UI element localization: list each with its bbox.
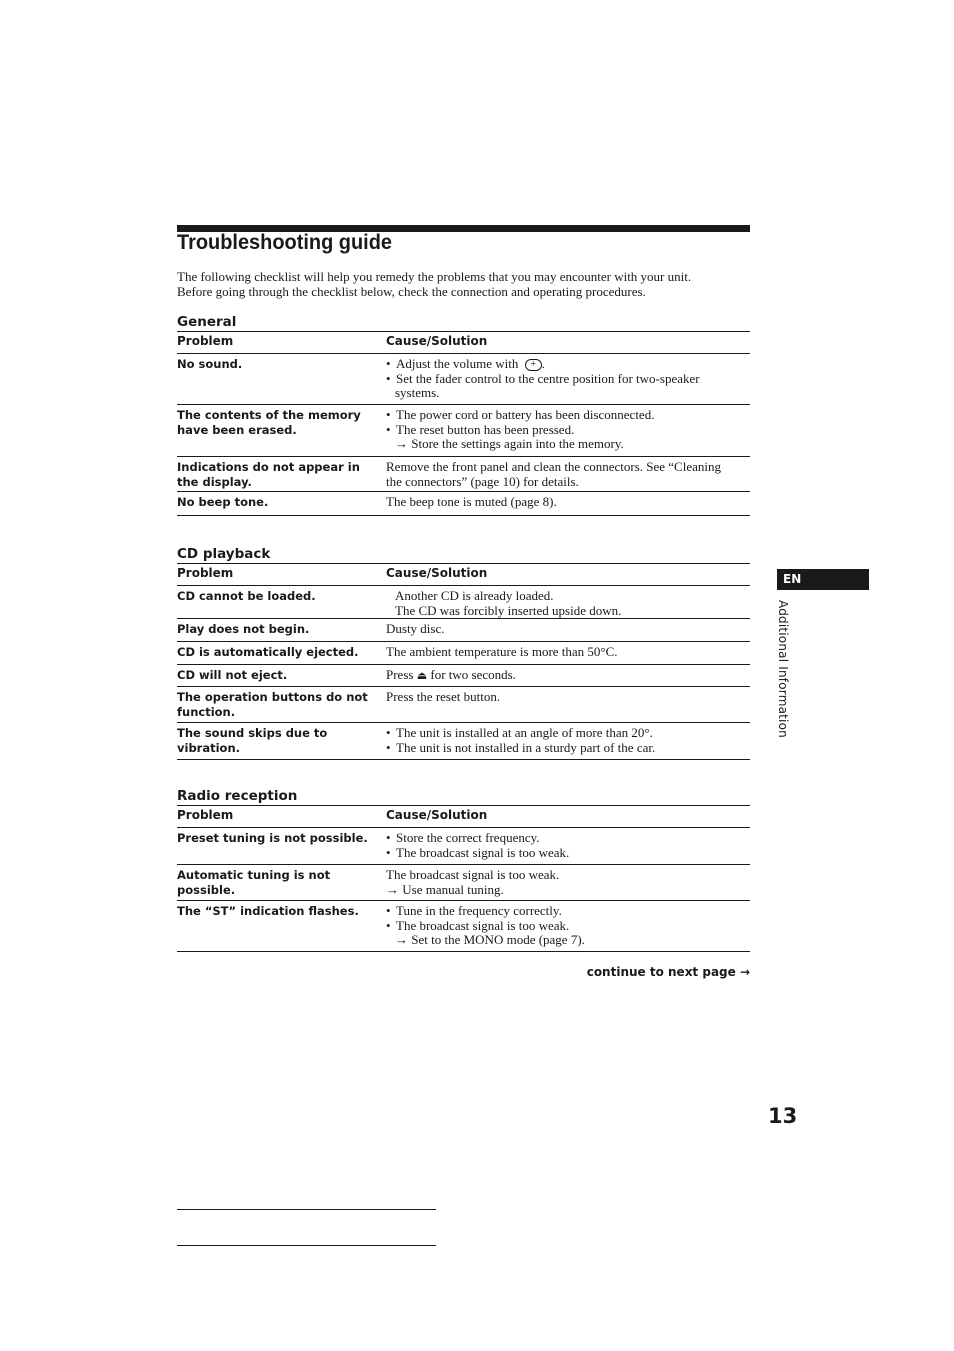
table-row (177, 619, 750, 642)
solution-text: Dusty disc. (386, 621, 445, 636)
solution-line (386, 622, 750, 637)
problem-cell: Preset tuning is not possible. (177, 828, 386, 865)
solution-text: The broadcast signal is too weak. (396, 917, 570, 933)
solution-cell (386, 457, 750, 492)
bullet: • (386, 830, 391, 845)
solution-cell (386, 405, 750, 457)
intro-line-2: Before going through the checklist below, check the connection and operating procedures. (177, 283, 646, 299)
solution-cell (386, 723, 750, 760)
solution-cell (386, 354, 750, 405)
side-section-label: Additional Information (776, 600, 790, 738)
problem-cell: The contents of the memory have been erased. (177, 405, 386, 457)
solution-cell (386, 586, 750, 619)
volume-plus-icon: + (525, 359, 542, 371)
table-row (177, 865, 750, 901)
solution-text: Another CD is already loaded. (395, 588, 554, 603)
intro-text (177, 270, 757, 299)
table-row (177, 665, 750, 687)
solution-suffix: for two seconds. (430, 667, 516, 682)
section-cd-playback (177, 545, 750, 760)
solution-line (386, 741, 750, 756)
table-row (177, 492, 750, 516)
table-row (177, 405, 750, 457)
arrow-icon: → (395, 932, 408, 947)
solution-line (386, 357, 750, 372)
solution-cell (386, 901, 750, 952)
bullet: • (386, 407, 391, 422)
bullet: • (386, 370, 391, 386)
solution-cell (386, 642, 750, 665)
bullet: • (386, 844, 391, 860)
solution-text: Use manual tuning. (402, 881, 504, 897)
solution-text: The broadcast signal is too weak. (396, 844, 570, 860)
solution-text: Adjust the volume with (396, 356, 519, 371)
bullet: • (386, 725, 391, 740)
problem-cell: No beep tone. (177, 492, 386, 516)
bullet: • (386, 356, 391, 371)
bullet: • (386, 903, 391, 918)
solution-header: Cause/Solution (386, 806, 750, 828)
problem-header: Problem (177, 564, 386, 586)
solution-line (386, 460, 750, 475)
solution-line (386, 846, 750, 861)
solution-cell (386, 665, 750, 687)
solution-cell (386, 865, 750, 901)
problem-header: Problem (177, 332, 386, 354)
solution-cell (386, 828, 750, 865)
solution-text: Set the fader control to the centre position for two-speaker (396, 370, 700, 386)
solution-cell (386, 687, 750, 723)
section-title: CD playback (177, 546, 271, 562)
solution-line (386, 690, 750, 705)
solution-cell (386, 492, 750, 516)
solution-text: systems. (395, 385, 440, 400)
table-row (177, 723, 750, 760)
solution-line (386, 604, 750, 619)
troubleshooting-table (177, 805, 750, 952)
troubleshooting-table (177, 331, 750, 516)
solution-line (386, 933, 750, 948)
solution-text: Set to the MONO mode (page 7). (411, 932, 585, 947)
table-row (177, 354, 750, 405)
section-radio-reception (177, 787, 750, 952)
solution-line (386, 831, 750, 846)
solution-line (386, 919, 750, 934)
problem-cell: Indications do not appear in the display. (177, 457, 386, 492)
page-number: 13 (768, 1104, 798, 1128)
section-general (177, 313, 750, 516)
problem-header: Problem (177, 806, 386, 828)
solution-line (386, 868, 750, 883)
solution-line (386, 904, 750, 919)
table-row (177, 457, 750, 492)
bullet: • (386, 739, 391, 755)
solution-line (386, 726, 750, 741)
problem-cell: The “ST” indication flashes. (177, 901, 386, 952)
solution-line (386, 408, 750, 423)
table-row (177, 586, 750, 619)
solution-text: The power cord or battery has been disconnected. (396, 407, 655, 422)
arrow-icon: → (386, 881, 399, 897)
solution-text: Store the settings again into the memory. (411, 436, 624, 451)
table-row (177, 828, 750, 865)
page-title: Troubleshooting guide (177, 231, 393, 254)
solution-line (386, 645, 750, 660)
solution-text: The CD was forcibly inserted upside down. (395, 602, 622, 618)
solution-line (386, 372, 750, 387)
section-title: General (177, 314, 237, 330)
solution-text: Tune in the frequency correctly. (396, 903, 562, 918)
table-row (177, 687, 750, 723)
solution-header: Cause/Solution (386, 564, 750, 586)
problem-cell: Automatic tuning is not possible. (177, 865, 386, 901)
solution-line (386, 495, 750, 510)
continue-to-next-page: continue to next page → (586, 965, 750, 979)
problem-cell: CD cannot be loaded. (177, 586, 386, 619)
solution-line (386, 437, 750, 452)
solution-text: Press the reset button. (386, 689, 501, 704)
bullet: • (386, 917, 391, 933)
solution-line (386, 668, 750, 684)
problem-cell: The sound skips due to vibration. (177, 723, 386, 760)
solution-text: The broadcast signal is too weak. (386, 867, 560, 882)
table-header-row (177, 806, 750, 828)
table-row (177, 642, 750, 665)
solution-header: Cause/Solution (386, 332, 750, 354)
solution-text: Press (386, 667, 414, 682)
solution-line (386, 386, 750, 401)
solution-suffix: . (541, 356, 545, 371)
problem-cell: The operation buttons do not function. (177, 687, 386, 723)
arrow-icon: → (395, 436, 408, 451)
footer-rule-2 (177, 1245, 436, 1246)
solution-text: The ambient temperature is more than 50°C. (386, 644, 618, 659)
solution-text: The unit is installed at an angle of more than 20°. (396, 725, 653, 740)
footer-rule-1 (177, 1209, 436, 1210)
solution-text: Store the correct frequency. (396, 830, 540, 845)
problem-cell: No sound. (177, 354, 386, 405)
solution-line (386, 589, 750, 604)
solution-text: Remove the front panel and clean the connectors. See “Cleaning (386, 459, 721, 474)
problem-cell: Play does not begin. (177, 619, 386, 642)
problem-cell: CD is automatically ejected. (177, 642, 386, 665)
table-header-row (177, 564, 750, 586)
troubleshooting-table (177, 563, 750, 760)
table-header-row (177, 332, 750, 354)
solution-cell (386, 619, 750, 642)
solution-text: The unit is not installed in a sturdy part of the car. (396, 739, 656, 755)
solution-line (386, 883, 750, 898)
problem-cell: CD will not eject. (177, 665, 386, 687)
solution-line (386, 423, 750, 438)
section-title: Radio reception (177, 788, 298, 804)
eject-icon: ⏏ (416, 670, 428, 682)
solution-text: The beep tone is muted (page 8). (386, 494, 557, 509)
intro-line-1: The following checklist will help you remedy the problems that you may encounter with your unit. (177, 269, 692, 284)
bullet: • (386, 421, 391, 437)
solution-text: the connectors” (page 10) for details. (386, 473, 579, 489)
table-row (177, 901, 750, 952)
solution-line (386, 475, 750, 490)
solution-text: The reset button has been pressed. (396, 421, 575, 437)
language-tab: EN (777, 569, 869, 590)
